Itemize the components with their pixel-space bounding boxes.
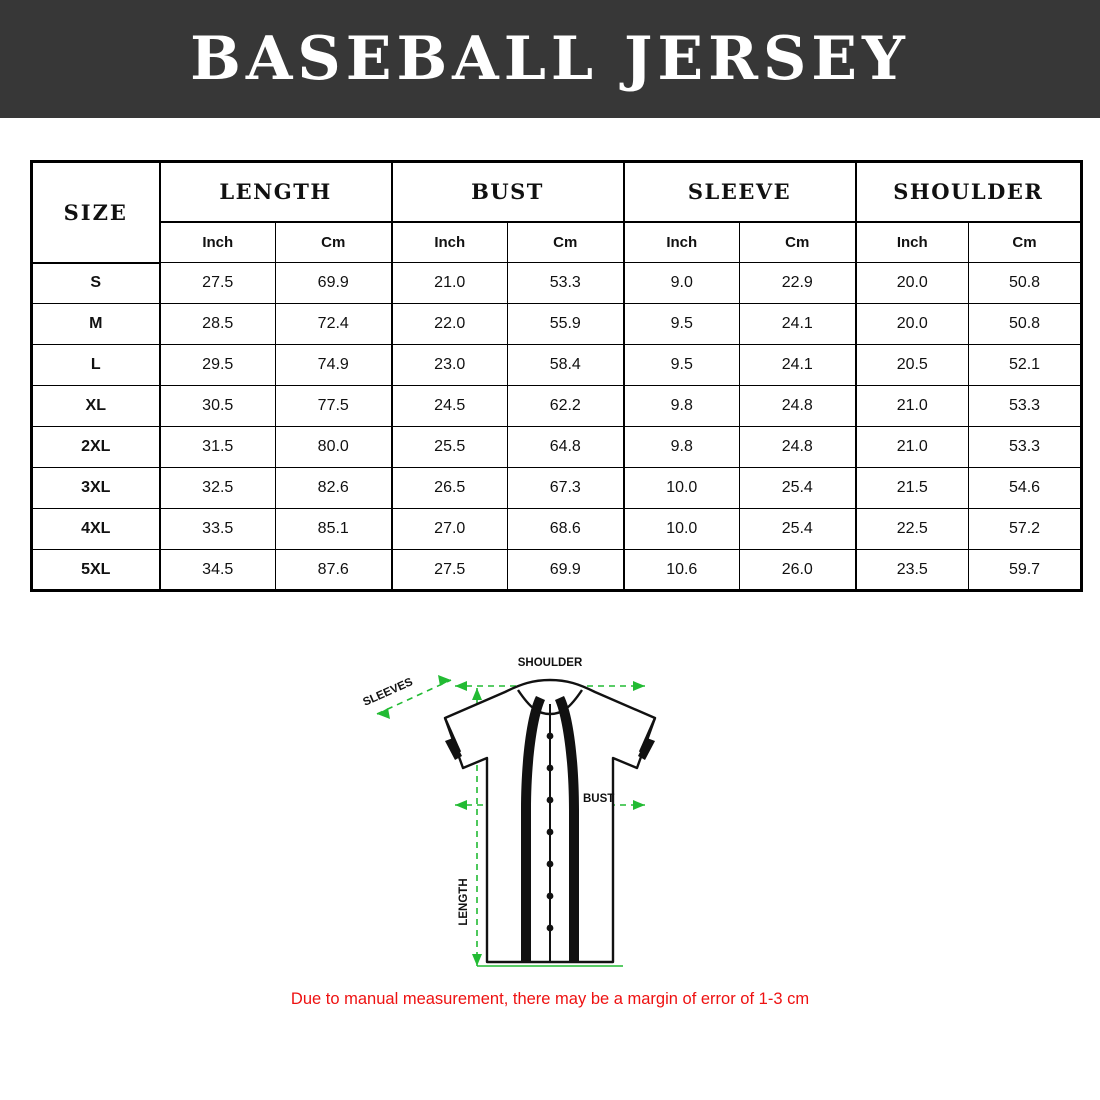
table-row — [32, 345, 1082, 386]
cell-length-cm: 87.6 — [276, 550, 392, 591]
jersey-measurement-diagram — [355, 640, 745, 980]
header-bust: BUST — [392, 162, 624, 222]
cell-sleeve-inch: 9.5 — [624, 304, 740, 345]
header-bar — [0, 0, 1100, 118]
unit-bust-inch: Inch — [392, 222, 508, 263]
cell-bust-inch: 25.5 — [392, 427, 508, 468]
cell-sleeve-inch: 9.5 — [624, 345, 740, 386]
label-bust: BUST — [583, 793, 615, 805]
cell-sleeve-cm: 24.1 — [740, 304, 856, 345]
cell-shoulder-cm: 53.3 — [969, 386, 1082, 427]
cell-bust-cm: 58.4 — [508, 345, 624, 386]
cell-sleeve-inch: 9.8 — [624, 427, 740, 468]
cell-size: 5XL — [32, 550, 160, 591]
page-title: BASEBALL JERSEY — [190, 24, 910, 94]
header-shoulder: SHOULDER — [856, 162, 1082, 222]
cell-sleeve-inch: 10.0 — [624, 468, 740, 509]
cell-shoulder-inch: 20.0 — [856, 304, 969, 345]
cell-shoulder-cm: 50.8 — [969, 304, 1082, 345]
cell-length-cm: 72.4 — [276, 304, 392, 345]
cell-bust-inch: 24.5 — [392, 386, 508, 427]
cell-length-inch: 31.5 — [160, 427, 276, 468]
table-row — [32, 304, 1082, 345]
cell-shoulder-inch: 23.5 — [856, 550, 969, 591]
cell-bust-cm: 68.6 — [508, 509, 624, 550]
table-unit-row — [32, 222, 1082, 263]
cell-sleeve-cm: 26.0 — [740, 550, 856, 591]
header-sleeve: SLEEVE — [624, 162, 856, 222]
cell-shoulder-inch: 21.0 — [856, 386, 969, 427]
size-chart-table — [30, 160, 1083, 592]
cell-length-cm: 85.1 — [276, 509, 392, 550]
cell-shoulder-cm: 54.6 — [969, 468, 1082, 509]
cell-length-cm: 69.9 — [276, 263, 392, 304]
cell-length-cm: 74.9 — [276, 345, 392, 386]
cell-length-cm: 80.0 — [276, 427, 392, 468]
measurement-disclaimer: Due to manual measurement, there may be a margin of error of 1-3 cm — [290, 990, 810, 1008]
size-chart-body — [32, 263, 1082, 591]
cell-size: XL — [32, 386, 160, 427]
cell-length-inch: 30.5 — [160, 386, 276, 427]
cell-length-inch: 28.5 — [160, 304, 276, 345]
header-size: SIZE — [32, 162, 160, 263]
table-row — [32, 427, 1082, 468]
cell-length-cm: 77.5 — [276, 386, 392, 427]
cell-size: L — [32, 345, 160, 386]
cell-bust-cm: 64.8 — [508, 427, 624, 468]
cell-bust-inch: 27.5 — [392, 550, 508, 591]
cell-length-cm: 82.6 — [276, 468, 392, 509]
cell-shoulder-cm: 50.8 — [969, 263, 1082, 304]
cell-length-inch: 33.5 — [160, 509, 276, 550]
cell-shoulder-inch: 20.0 — [856, 263, 969, 304]
cell-bust-cm: 55.9 — [508, 304, 624, 345]
unit-bust-cm: Cm — [508, 222, 624, 263]
unit-shoulder-inch: Inch — [856, 222, 969, 263]
table-row — [32, 509, 1082, 550]
cell-bust-cm: 53.3 — [508, 263, 624, 304]
cell-sleeve-cm: 22.9 — [740, 263, 856, 304]
label-length: LENGTH — [458, 878, 470, 926]
table-row — [32, 468, 1082, 509]
cell-length-inch: 32.5 — [160, 468, 276, 509]
cell-size: M — [32, 304, 160, 345]
cell-size: S — [32, 263, 160, 304]
cell-sleeve-cm: 24.1 — [740, 345, 856, 386]
unit-length-inch: Inch — [160, 222, 276, 263]
unit-shoulder-cm: Cm — [969, 222, 1082, 263]
cell-bust-inch: 26.5 — [392, 468, 508, 509]
unit-sleeve-inch: Inch — [624, 222, 740, 263]
table-row — [32, 263, 1082, 304]
cell-shoulder-cm: 53.3 — [969, 427, 1082, 468]
cell-bust-cm: 62.2 — [508, 386, 624, 427]
cell-bust-inch: 21.0 — [392, 263, 508, 304]
cell-sleeve-cm: 25.4 — [740, 509, 856, 550]
cell-shoulder-inch: 21.0 — [856, 427, 969, 468]
cell-bust-cm: 67.3 — [508, 468, 624, 509]
cell-length-inch: 29.5 — [160, 345, 276, 386]
header-length: LENGTH — [160, 162, 392, 222]
cell-size: 4XL — [32, 509, 160, 550]
cell-shoulder-cm: 59.7 — [969, 550, 1082, 591]
cell-length-inch: 34.5 — [160, 550, 276, 591]
table-row — [32, 386, 1082, 427]
label-shoulder: SHOULDER — [517, 657, 583, 669]
cell-size: 3XL — [32, 468, 160, 509]
cell-sleeve-cm: 24.8 — [740, 386, 856, 427]
cell-length-inch: 27.5 — [160, 263, 276, 304]
cell-shoulder-inch: 21.5 — [856, 468, 969, 509]
cell-bust-cm: 69.9 — [508, 550, 624, 591]
label-sleeves: SLEEVES — [361, 676, 415, 709]
size-chart-table-wrap — [30, 160, 1070, 592]
table-group-header-row — [32, 162, 1082, 222]
cell-bust-inch: 22.0 — [392, 304, 508, 345]
cell-sleeve-cm: 25.4 — [740, 468, 856, 509]
cell-sleeve-inch: 10.6 — [624, 550, 740, 591]
table-row — [32, 550, 1082, 591]
cell-bust-inch: 23.0 — [392, 345, 508, 386]
cell-shoulder-inch: 22.5 — [856, 509, 969, 550]
unit-length-cm: Cm — [276, 222, 392, 263]
cell-sleeve-inch: 9.8 — [624, 386, 740, 427]
unit-sleeve-cm: Cm — [740, 222, 856, 263]
cell-sleeve-inch: 9.0 — [624, 263, 740, 304]
cell-bust-inch: 27.0 — [392, 509, 508, 550]
cell-sleeve-inch: 10.0 — [624, 509, 740, 550]
cell-size: 2XL — [32, 427, 160, 468]
cell-shoulder-cm: 52.1 — [969, 345, 1082, 386]
cell-sleeve-cm: 24.8 — [740, 427, 856, 468]
cell-shoulder-inch: 20.5 — [856, 345, 969, 386]
cell-shoulder-cm: 57.2 — [969, 509, 1082, 550]
